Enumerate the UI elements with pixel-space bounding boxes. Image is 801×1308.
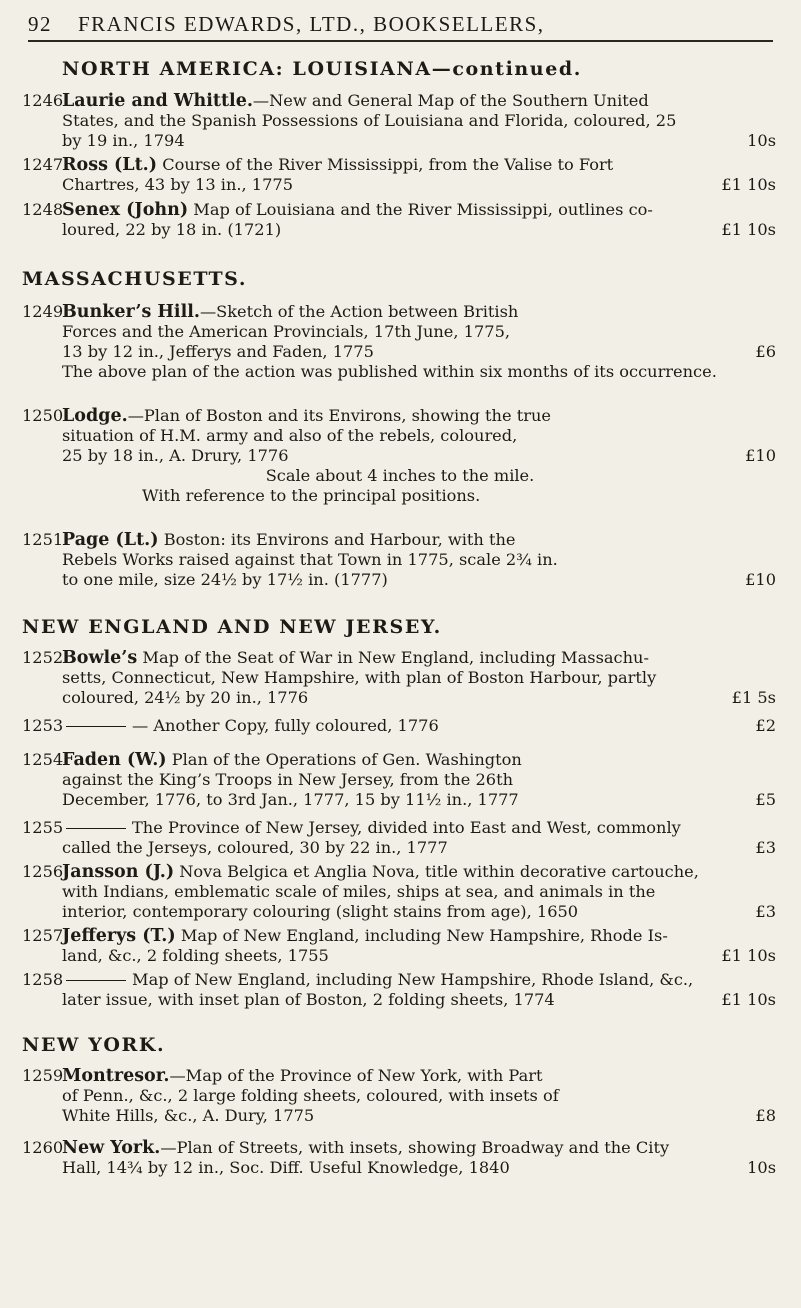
entry-line: —Sketch of the Action between British	[199, 302, 519, 321]
lot-number: 1250	[22, 406, 64, 425]
catalogue-entry-1251	[22, 530, 778, 590]
entry-author: Montresor.	[62, 1066, 170, 1086]
entry-line: White Hills, &c., A. Dury, 1775	[62, 1106, 315, 1125]
lot-number: 1249	[22, 302, 64, 321]
lot-number: 1246	[22, 91, 64, 110]
entry-line: later issue, with inset plan of Boston, 2 folding sheets, 1774	[62, 990, 555, 1009]
entry-note: Scale about 4 inches to the mile.	[265, 466, 535, 485]
entry-line: Map of the Seat of War in New England, including Massachu-	[142, 648, 649, 667]
catalogue-entry-1248	[22, 200, 778, 240]
entry-line: December, 1776, to 3rd Jan., 1777, 15 by 11½ in., 1777	[62, 790, 519, 809]
lot-number: 1258	[22, 970, 64, 989]
entry-price: £5	[755, 790, 776, 809]
catalogue-entry-1258	[22, 970, 778, 1010]
entry-line: 25 by 18 in., A. Drury, 1776	[62, 446, 289, 465]
catalogue-entry-1254	[22, 750, 778, 810]
lot-number: 1257	[22, 926, 64, 945]
entry-line: setts, Connecticut, New Hampshire, with plan of Boston Harbour, partly	[62, 668, 657, 687]
lot-number: 1254	[22, 750, 64, 769]
catalogue-entry-1247	[22, 155, 778, 195]
entry-note: With reference to the principal positions.	[142, 486, 481, 505]
entry-price: £2	[755, 716, 776, 735]
entry-line: Rebels Works raised against that Town in 1775, scale 2¾ in.	[62, 550, 558, 569]
lot-number: 1255	[22, 818, 64, 837]
catalogue-entry-1259	[22, 1066, 778, 1126]
lot-number: 1247	[22, 155, 64, 174]
running-title: FRANCIS EDWARDS, LTD., BOOKSELLERS,	[78, 12, 545, 36]
entry-line: with Indians, emblematic scale of miles, ships at sea, and animals in the	[62, 882, 656, 901]
entry-price: £1 10s	[721, 946, 776, 965]
entry-line: — Another Copy, fully coloured, 1776	[132, 716, 439, 735]
entry-author: Faden (W.)	[62, 750, 167, 770]
lot-number: 1253	[22, 716, 64, 735]
entry-author: Senex (John)	[62, 200, 189, 220]
entry-author: Bowle’s	[62, 648, 138, 668]
lot-number: 1259	[22, 1066, 64, 1085]
catalogue-entry-1256	[22, 862, 778, 922]
entry-line: 13 by 12 in., Jefferys and Faden, 1775	[62, 342, 374, 361]
catalogue-entry-1250	[22, 406, 778, 466]
entry-author: Ross (Lt.)	[62, 155, 158, 175]
catalogue-entry-1246	[22, 91, 778, 151]
entry-line: land, &c., 2 folding sheets, 1755	[62, 946, 329, 965]
entry-line: interior, contemporary colouring (slight stains from age), 1650	[62, 902, 579, 921]
entry-line: of Penn., &c., 2 large folding sheets, coloured, with insets of	[62, 1086, 559, 1105]
entry-line: situation of H.M. army and also of the rebels, coloured,	[62, 426, 518, 445]
section-louisiana-heading: NORTH AMERICA: LOUISIANA—continued.	[62, 58, 582, 80]
entry-price: £1 5s	[731, 688, 776, 707]
entry-author: Jansson (J.)	[62, 862, 175, 882]
entry-price: 10s	[747, 131, 776, 150]
lot-number: 1260	[22, 1138, 64, 1157]
entry-note: The above plan of the action was published within six months of its occurrence.	[62, 362, 717, 381]
entry-author: Jefferys (T.)	[62, 926, 176, 946]
ditto-rule	[66, 980, 126, 981]
entry-line: Map of New England, including New Hampshire, Rhode Island, &c.,	[132, 970, 694, 989]
entry-line: against the King’s Troops in New Jersey, from the 26th	[62, 770, 514, 789]
catalogue-entry-1260	[22, 1138, 778, 1178]
entry-line: Boston: its Environs and Harbour, with the	[163, 530, 516, 549]
entry-author: Bunker’s Hill.	[62, 302, 200, 322]
entry-price: £10	[745, 570, 776, 589]
lot-number: 1256	[22, 862, 64, 881]
entry-line: —New and General Map of the Southern United	[252, 91, 649, 110]
entry-line: States, and the Spanish Possessions of Louisiana and Florida, coloured, 25	[62, 111, 677, 130]
catalogue-entry-1252	[22, 648, 778, 708]
section-new-york-heading: NEW YORK.	[22, 1034, 166, 1056]
entry-line: Forces and the American Provincials, 17th June, 1775,	[62, 322, 511, 341]
entry-price: £1 10s	[721, 990, 776, 1009]
entry-price: £8	[755, 1106, 776, 1125]
entry-line: by 19 in., 1794	[62, 131, 185, 150]
entry-price: £1 10s	[721, 175, 776, 194]
entry-line: Map of Louisiana and the River Mississippi, outlines co-	[193, 200, 653, 219]
section-massachusetts-heading: MASSACHUSETTS.	[22, 268, 248, 290]
header-rule	[28, 40, 773, 42]
ditto-rule	[66, 726, 126, 727]
entry-line: —Plan of Streets, with insets, showing Broadway and the City	[160, 1138, 670, 1157]
entry-line: Plan of the Operations of Gen. Washington	[171, 750, 522, 769]
entry-author: New York.	[62, 1138, 161, 1158]
entry-price: £3	[755, 902, 776, 921]
catalogue-entry-1257	[22, 926, 778, 966]
catalogue-entry-1255	[22, 818, 778, 858]
entry-line: Hall, 14¾ by 12 in., Soc. Diff. Useful Knowledge, 1840	[62, 1158, 510, 1177]
entry-line: —Map of the Province of New York, with Part	[169, 1066, 543, 1085]
entry-line: Nova Belgica et Anglia Nova, title within decorative cartouche,	[179, 862, 699, 881]
entry-line: The Province of New Jersey, divided into East and West, commonly	[132, 818, 681, 837]
catalogue-entry-1253	[22, 716, 778, 736]
section-new-england-heading: NEW ENGLAND AND NEW JERSEY.	[22, 616, 442, 638]
entry-price: £1 10s	[721, 220, 776, 239]
catalogue-entry-1249	[22, 302, 778, 362]
entry-price: £3	[755, 838, 776, 857]
entry-line: Course of the River Mississippi, from the Valise to Fort	[162, 155, 614, 174]
entry-author: Laurie and Whittle.	[62, 91, 253, 111]
entry-price: 10s	[747, 1158, 776, 1177]
entry-line: Chartres, 43 by 13 in., 1775	[62, 175, 293, 194]
entry-line: loured, 22 by 18 in. (1721)	[62, 220, 282, 239]
entry-line: Map of New England, including New Hampshire, Rhode Is-	[180, 926, 668, 945]
catalogue-page	[22, 58, 778, 1178]
entry-line: —Plan of Boston and its Environs, showing the true	[127, 406, 551, 425]
entry-author: Lodge.	[62, 406, 128, 426]
lot-number: 1251	[22, 530, 64, 549]
entry-author: Page (Lt.)	[62, 530, 159, 550]
entry-price: £6	[755, 342, 776, 361]
ditto-rule	[66, 828, 126, 829]
entry-line: coloured, 24½ by 20 in., 1776	[62, 688, 309, 707]
page-number: 92	[28, 12, 52, 36]
entry-price: £10	[745, 446, 776, 465]
entry-line: called the Jerseys, coloured, 30 by 22 in., 1777	[62, 838, 448, 857]
running-header	[28, 12, 773, 37]
entry-line: to one mile, size 24½ by 17½ in. (1777)	[62, 570, 388, 589]
lot-number: 1248	[22, 200, 64, 219]
lot-number: 1252	[22, 648, 64, 667]
